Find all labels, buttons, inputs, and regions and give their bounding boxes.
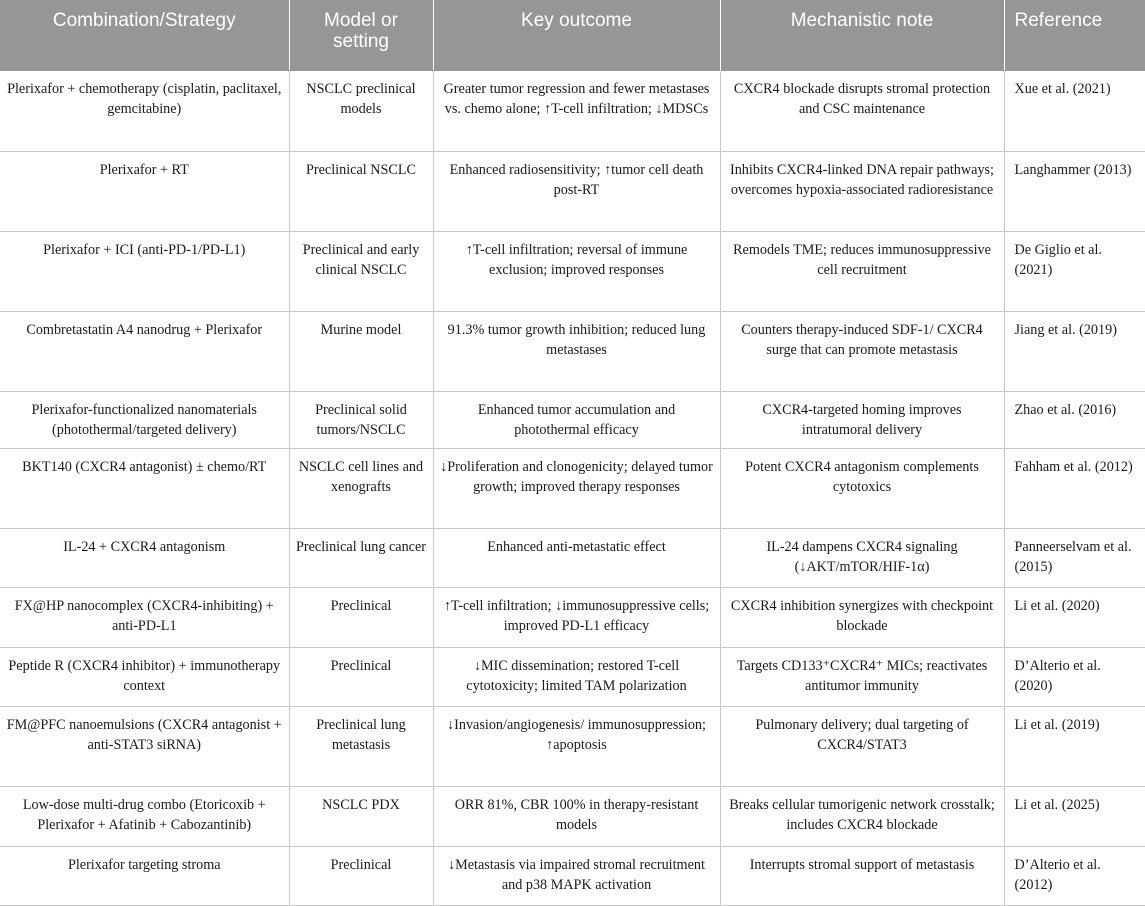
cell-reference: Fahham et al. (2012) [1004,448,1145,528]
cell-model: NSCLC PDX [289,787,433,847]
cell-outcome: ORR 81%, CBR 100% in therapy-resistant models [433,787,720,847]
header-key-outcome: Key outcome [433,0,720,71]
cell-strategy: Plerixafor + RT [0,151,289,231]
table-row [0,151,1145,231]
cell-mechanism: Inhibits CXCR4-linked DNA repair pathways; overcomes hypoxia-associated radioresistance [720,151,1004,231]
cell-reference: Li et al. (2019) [1004,707,1145,787]
cell-strategy: Plerixafor + ICI (anti-PD-1/PD-L1) [0,231,289,311]
cell-strategy: Combretastatin A4 nanodrug + Plerixafor [0,311,289,391]
cell-model: Murine model [289,311,433,391]
table-row [0,647,1145,707]
table-row [0,391,1145,448]
cell-reference: D’Alterio et al. (2012) [1004,846,1145,906]
cell-outcome: ↑T-cell infiltration; reversal of immune exclusion; improved responses [433,231,720,311]
cell-strategy: IL-24 + CXCR4 antagonism [0,528,289,588]
cell-reference: Langhammer (2013) [1004,151,1145,231]
table-body [0,71,1145,906]
cell-model: Preclinical solid tumors/NSCLC [289,391,433,448]
cell-outcome: 91.3% tumor growth inhibition; reduced lung metastases [433,311,720,391]
table-row [0,846,1145,906]
cell-strategy: Low-dose multi-drug combo (Etoricoxib + Plerixafor + Afatinib + Cabozantinib) [0,787,289,847]
cell-mechanism: Potent CXCR4 antagonism complements cytotoxics [720,448,1004,528]
cell-mechanism: IL-24 dampens CXCR4 signaling (↓AKT/mTOR/HIF-1α) [720,528,1004,588]
cell-model: NSCLC preclinical models [289,71,433,151]
table-row [0,71,1145,151]
table-row [0,707,1145,787]
cell-model: NSCLC cell lines and xenografts [289,448,433,528]
cell-strategy: BKT140 (CXCR4 antagonist) ± chemo/RT [0,448,289,528]
header-combination-strategy: Combination/Strategy [0,0,289,71]
cell-strategy: FM@PFC nanoemulsions (CXCR4 antagonist + anti-STAT3 siRNA) [0,707,289,787]
cell-mechanism: Targets CD133⁺CXCR4⁺ MICs; reactivates antitumor immunity [720,647,1004,707]
cell-model: Preclinical and early clinical NSCLC [289,231,433,311]
cell-model: Preclinical lung cancer [289,528,433,588]
cell-outcome: ↓Proliferation and clonogenicity; delayed tumor growth; improved therapy responses [433,448,720,528]
cell-reference: D’Alterio et al. (2020) [1004,647,1145,707]
cell-strategy: Plerixafor + chemotherapy (cisplatin, paclitaxel, gemcitabine) [0,71,289,151]
cell-outcome: ↓MIC dissemination; restored T-cell cytotoxicity; limited TAM polarization [433,647,720,707]
table-row [0,448,1145,528]
table-row [0,588,1145,648]
cell-reference: Jiang et al. (2019) [1004,311,1145,391]
header-reference: Reference [1014,10,1103,31]
cell-outcome: Enhanced anti-metastatic effect [433,528,720,588]
cell-mechanism: Breaks cellular tumorigenic network crosstalk; includes CXCR4 blockade [720,787,1004,847]
cell-model: Preclinical [289,846,433,906]
cell-outcome: ↓Invasion/angiogenesis/ immunosuppression; ↑apoptosis [433,707,720,787]
table-row [0,528,1145,588]
table-header [0,0,1145,71]
cell-model: Preclinical lung metastasis [289,707,433,787]
cell-model: Preclinical [289,588,433,648]
cell-strategy: Plerixafor targeting stroma [0,846,289,906]
table-row [0,787,1145,847]
cell-outcome: Greater tumor regression and fewer metastases vs. chemo alone; ↑T-cell infiltration; ↓MDSCs [433,71,720,151]
cell-reference: Li et al. (2020) [1004,588,1145,648]
cell-reference: De Giglio et al. (2021) [1004,231,1145,311]
header-mechanistic-note: Mechanistic note [720,0,1004,71]
cell-mechanism: Counters therapy-induced SDF-1/ CXCR4 surge that can promote metastasis [720,311,1004,391]
table-row [0,311,1145,391]
cell-strategy: Plerixafor-functionalized nanomaterials (photothermal/targeted delivery) [0,391,289,448]
cell-outcome: Enhanced radiosensitivity; ↑tumor cell death post-RT [433,151,720,231]
cell-strategy: Peptide R (CXCR4 inhibitor) + immunotherapy context [0,647,289,707]
cell-reference: Xue et al. (2021) [1004,71,1145,151]
cell-outcome: Enhanced tumor accumulation and photothermal efficacy [433,391,720,448]
cell-reference: Zhao et al. (2016) [1004,391,1145,448]
cell-mechanism: Remodels TME; reduces immunosuppressive cell recruitment [720,231,1004,311]
cell-outcome: ↑T-cell infiltration; ↓immunosuppressive cells; improved PD-L1 efficacy [433,588,720,648]
cell-strategy: FX@HP nanocomplex (CXCR4-inhibiting) + anti-PD-L1 [0,588,289,648]
header-row [0,0,1145,71]
cell-mechanism: Interrupts stromal support of metastasis [720,846,1004,906]
cell-reference: Panneerselvam et al. (2015) [1004,528,1145,588]
cell-model: Preclinical NSCLC [289,151,433,231]
cell-mechanism: CXCR4-targeted homing improves intratumoral delivery [720,391,1004,448]
header-model-or-setting: Model or setting [289,0,433,71]
cell-outcome: ↓Metastasis via impaired stromal recruitment and p38 MAPK activation [433,846,720,906]
cell-mechanism: CXCR4 blockade disrupts stromal protection and CSC maintenance [720,71,1004,151]
cell-reference: Li et al. (2025) [1004,787,1145,847]
cell-mechanism: Pulmonary delivery; dual targeting of CXCR4/STAT3 [720,707,1004,787]
table-row [0,231,1145,311]
cell-model: Preclinical [289,647,433,707]
cell-mechanism: CXCR4 inhibition synergizes with checkpoint blockade [720,588,1004,648]
